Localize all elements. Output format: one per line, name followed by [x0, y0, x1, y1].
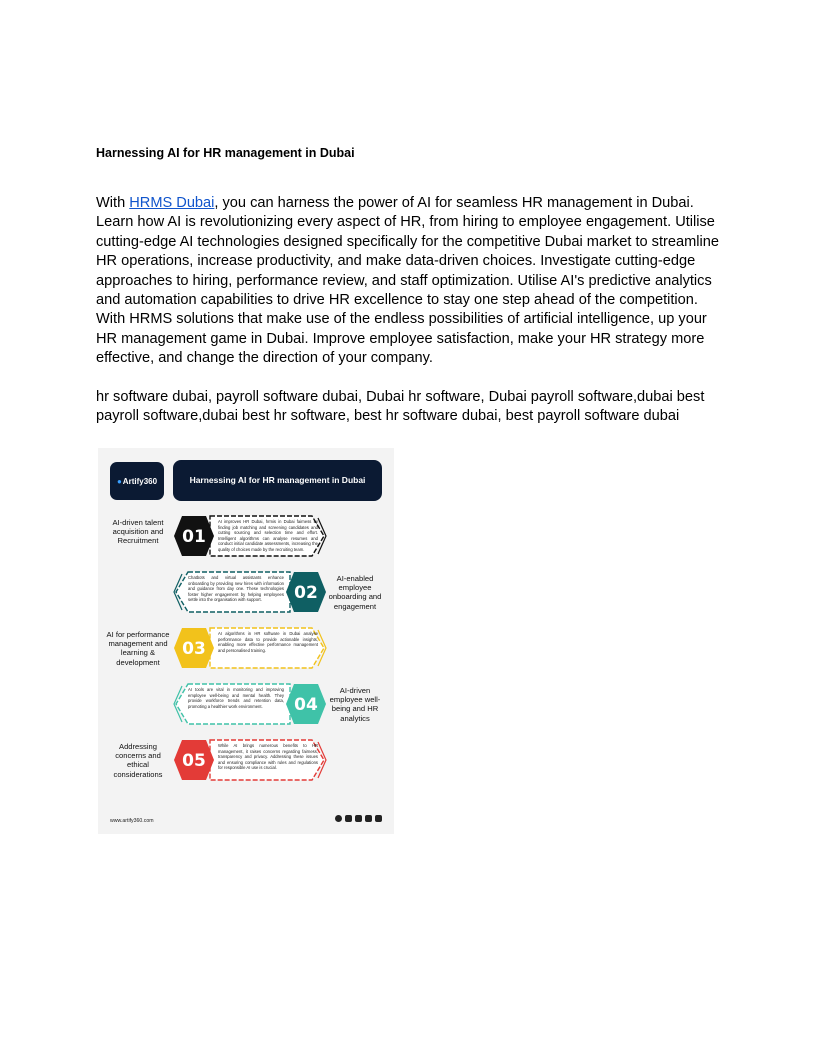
step-04-number: 04 [294, 695, 318, 715]
step-02-label: AI-enabled employee onboarding and engagement [328, 574, 382, 611]
logo-mark-icon: ● [116, 476, 122, 486]
step-01-description: AI improves HR Dubai, hrmis in Dubai fairness by finding job matching and screening candidates and cutting sourcing and selection time and effort. Intelligent algorithms can analyse resumes and conduct initial candidate assessments, increasing the quality of choices made by the recruiting team. [218, 519, 318, 552]
twitter-icon [355, 815, 362, 822]
social-icons [335, 815, 382, 822]
footer-url: www.artify360.com [110, 818, 154, 824]
hrms-dubai-link[interactable]: HRMS Dubai [129, 195, 215, 211]
intro-prefix: With [96, 195, 130, 211]
step-03-label: AI for performance management and learning & development [106, 630, 170, 667]
step-04-description: AI tools are vital in monitoring and improving employee well-being and mental health. They provide workforce trends and retention data, promoting a healthier work environment. [188, 687, 284, 709]
infographic-title: Harnessing AI for HR management in Dubai [173, 460, 382, 501]
page-heading: Harnessing AI for HR management in Dubai [96, 146, 355, 160]
step-05-label: Addressing concerns and ethical considerations [113, 742, 163, 779]
step-01-label: AI-driven talent acquisition and Recruitment [112, 518, 164, 546]
step-01-number: 01 [182, 527, 206, 547]
step-02-description: Chatbots and virtual assistants enhance onboarding by providing new hires with information and guidance from day one. These technologies foster higher engagement by helping employees settle into the organisation with support. [188, 575, 284, 603]
step-05-number: 05 [182, 751, 206, 771]
infographic-image [98, 448, 394, 834]
keywords-paragraph: hr software dubai, payroll software dubai, Dubai hr software, Dubai payroll software,dubai best payroll software,dubai best hr software, best hr software dubai, best payroll software dubai [96, 389, 705, 425]
intro-body: , you can harness the power of AI for seamless HR management in Dubai. Learn how AI is revolutionizing every aspect of HR, from hiring to employee engagement. Utilise cutting-edge AI technologies designed specifically for the competitive Dubai market to streamline HR operations, increase productivity, and make data-driven choices. Investigate cutting-edge approaches to hiring, performance review, and staff optimization. Utilise AI's predictive analytics and automation capabilities to drive HR excellence to stay one step ahead of the competition. With HRMS solutions that make use of the endless possibilities of artificial intelligence, up your HR management game in Dubai. Improve employee satisfaction, make your HR strategy more effective, and change the direction of your company. [96, 195, 719, 367]
artify360-logo: ● Artify360 [110, 462, 164, 500]
step-03-number: 03 [182, 639, 206, 659]
intro-paragraph [96, 194, 726, 369]
linkedin-icon [365, 815, 372, 822]
step-03-description: AI algorithms in HR software in Dubai analyse performance data to provide actionable insights, enabling more effective performance management and personalised training. [218, 631, 318, 653]
facebook-icon [335, 815, 342, 822]
instagram-icon [345, 815, 352, 822]
youtube-icon [375, 815, 382, 822]
step-05-description: While AI brings numerous benefits to HR management, it raises concerns regarding fairness, transparency and privacy. Addressing these issues and ensuring compliance with rules and regulations for responsible AI use is crucial. [218, 743, 318, 771]
step-02-number: 02 [294, 583, 318, 603]
step-04-label: AI-driven employee well-being and HR analytics [329, 686, 381, 723]
